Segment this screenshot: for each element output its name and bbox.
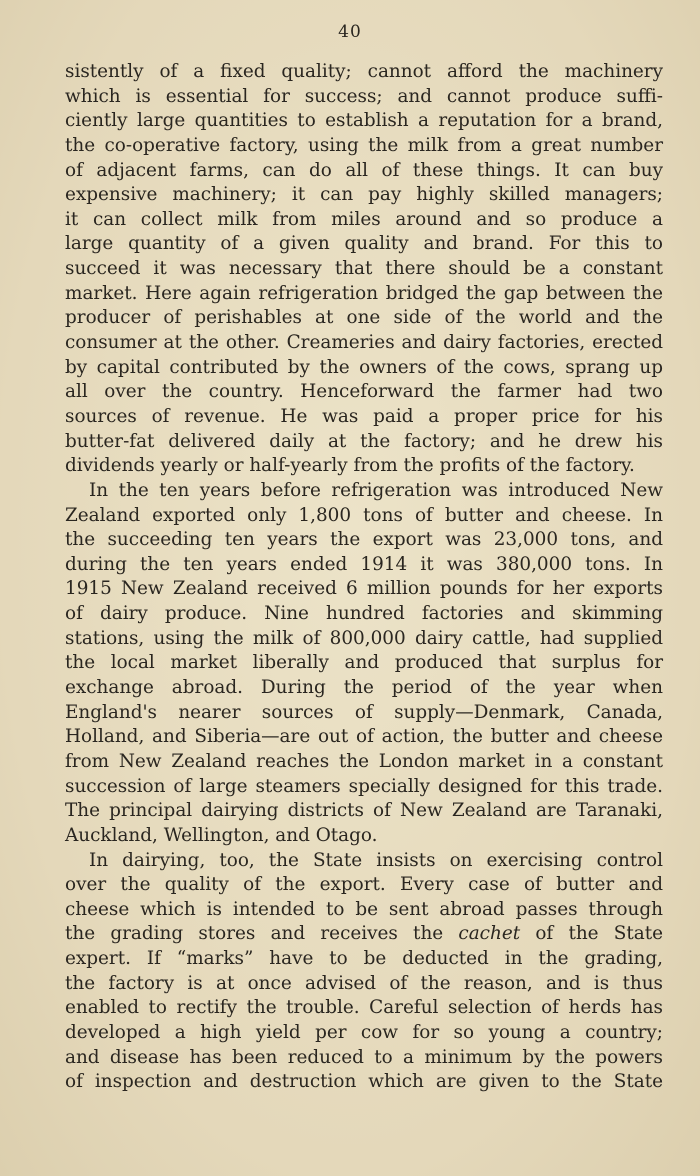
text-line: over the quality of the export. Every case of butter and — [65, 874, 663, 896]
text-line: expert. If “marks” have to be deducted in the grading, — [65, 948, 663, 970]
text-line: ciently large quantities to establish a reputation for a brand, — [65, 110, 663, 132]
text-line: Holland, and Siberia—are out of action, the butter and cheese — [65, 726, 663, 748]
text-line: the succeeding ten years the export was 23,000 tons, and — [65, 529, 663, 551]
text-line: by capital contributed by the owners of the cows, sprang up — [65, 356, 663, 378]
text-line: it can collect milk from miles around and so produce a — [65, 208, 663, 230]
body-text — [65, 60, 663, 1095]
text-segment: of the State — [535, 923, 664, 945]
text-line: 1915 New Zealand received 6 million pounds for her exports — [65, 578, 663, 600]
text-segment: the grading stores and receives the — [65, 923, 444, 945]
text-line: In dairying, too, the State insists on exercising control — [89, 849, 663, 871]
text-line: stations, using the milk of 800,000 dairy cattle, had supplied — [65, 627, 663, 649]
italic-word: cachet — [458, 923, 521, 945]
text-line: during the ten years ended 1914 it was 380,000 tons. In — [65, 553, 663, 575]
text-line: of adjacent farms, can do all of these things. It can buy — [65, 159, 663, 181]
text-line: large quantity of a given quality and brand. For this to — [65, 233, 663, 255]
text-line: from New Zealand reaches the London market in a constant — [65, 750, 663, 772]
text-line: enabled to rectify the trouble. Careful selection of herds has — [65, 997, 663, 1019]
text-line: of inspection and destruction which are given to the State — [65, 1071, 663, 1093]
text-line: all over the country. Henceforward the farmer had two — [65, 381, 663, 403]
text-line: of dairy produce. Nine hundred factories and skimming — [65, 603, 663, 625]
text-line: sources of revenue. He was paid a proper price for his — [65, 405, 663, 427]
text-line: Auckland, Wellington, and Otago. — [65, 824, 378, 846]
text-line: the co-operative factory, using the milk from a great number — [65, 134, 663, 156]
text-line: butter-fat delivered daily at the factory; and he drew his — [65, 430, 663, 452]
text-line: expensive machinery; it can pay highly skilled managers; — [65, 184, 663, 206]
text-line: Zealand exported only 1,800 tons of butter and cheese. In — [65, 504, 663, 526]
text-line: In the ten years before refrigeration was introduced New — [89, 479, 663, 501]
text-line: succeed it was necessary that there should be a constant — [65, 258, 663, 280]
page-number: 40 — [338, 22, 362, 42]
text-line: cheese which is intended to be sent abroad passes through — [65, 898, 663, 920]
text-line: consumer at the other. Creameries and dairy factories, erected — [65, 332, 663, 354]
text-line: England's nearer sources of supply—Denmark, Canada, — [65, 701, 663, 723]
text-line: succession of large steamers specially designed for this trade. — [65, 775, 663, 797]
text-line: and disease has been reduced to a minimum by the powers — [65, 1046, 663, 1068]
text-line: market. Here again refrigeration bridged the gap between the — [65, 282, 663, 304]
text-line: The principal dairying districts of New Zealand are Taranaki, — [65, 800, 663, 822]
text-line: the factory is at once advised of the reason, and is thus — [65, 972, 663, 994]
text-line: dividends yearly or half-yearly from the profits of the factory. — [65, 455, 635, 477]
text-line: developed a high yield per cow for so young a country; — [65, 1021, 663, 1043]
text-line: sistently of a fixed quality; cannot afford the machinery — [65, 61, 663, 82]
text-line: exchange abroad. During the period of the year when — [65, 677, 663, 699]
text-line: which is essential for success; and cannot produce suffi- — [65, 85, 663, 107]
text-line — [65, 922, 663, 947]
text-line: producer of perishables at one side of the world and the — [65, 307, 663, 329]
text-line: the local market liberally and produced that surplus for — [65, 652, 663, 674]
